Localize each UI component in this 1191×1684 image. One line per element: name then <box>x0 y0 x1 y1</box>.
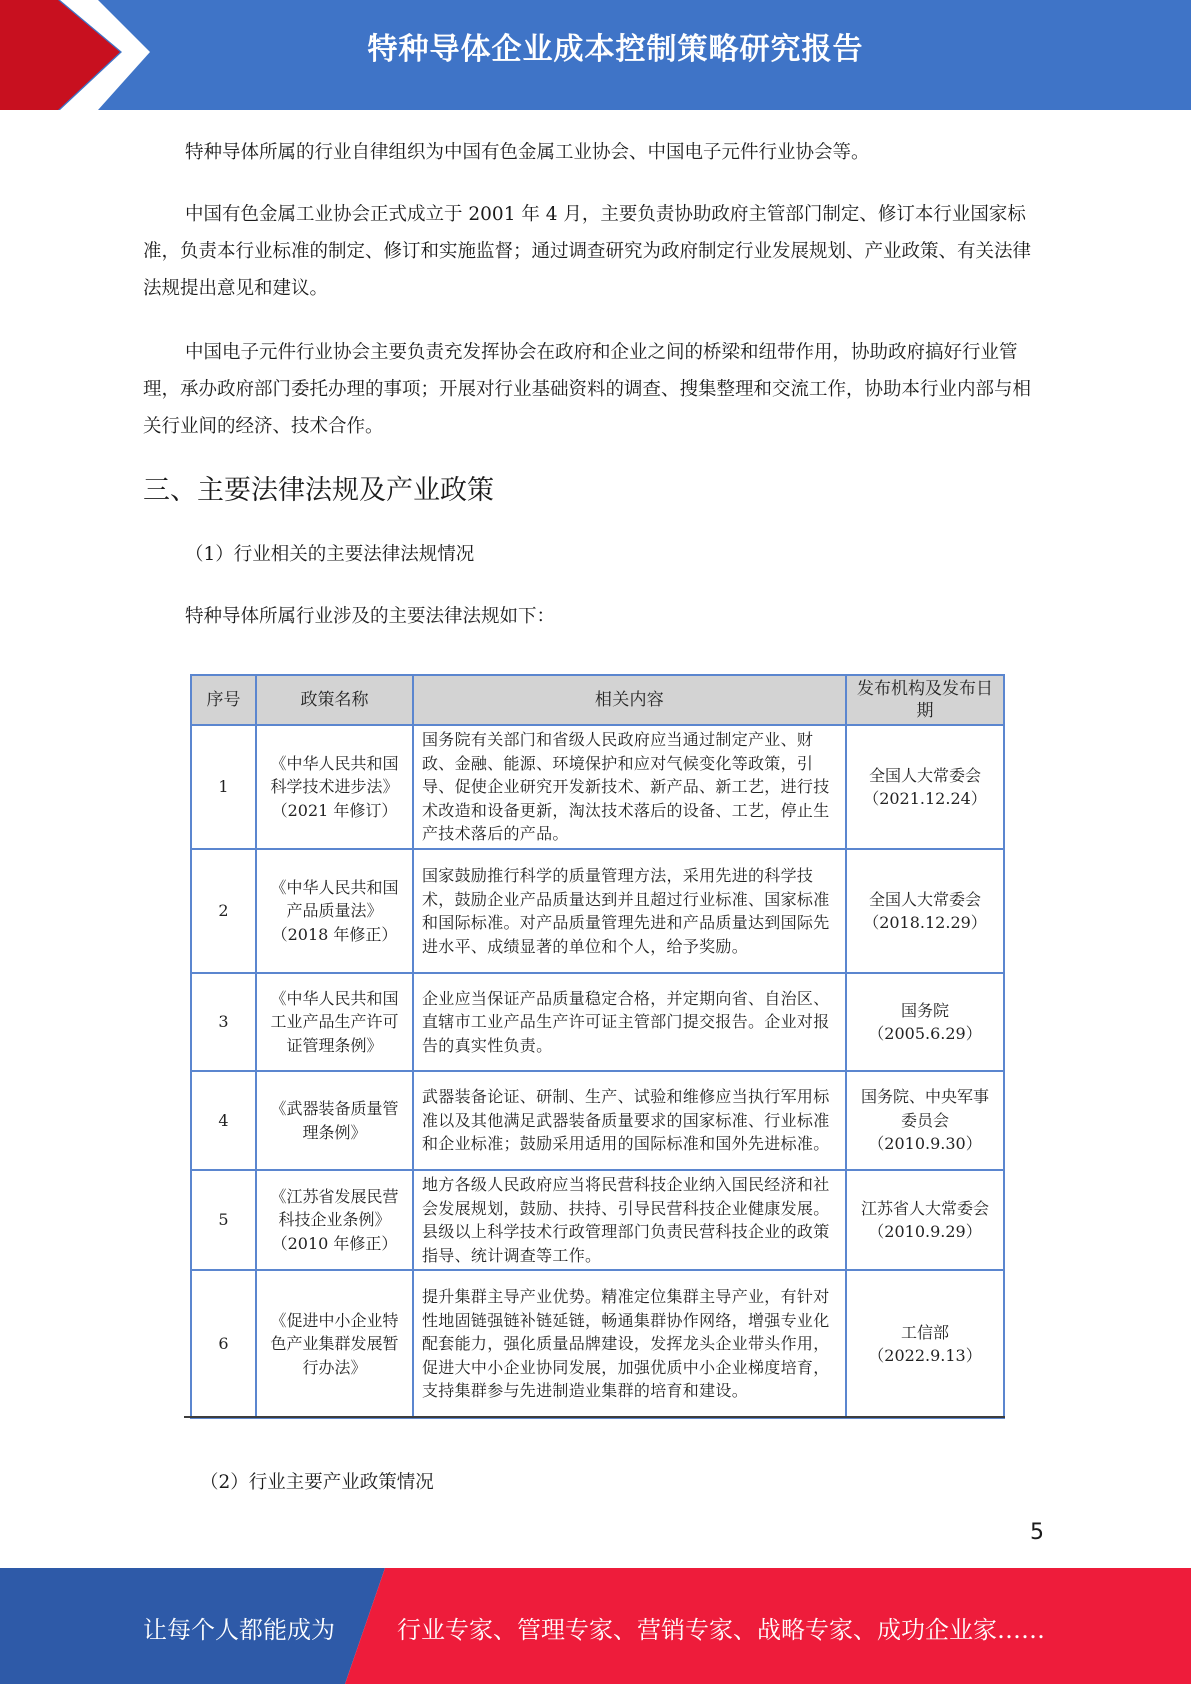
header-banner <box>0 0 1191 110</box>
policy-name: 《中华人民共和国工业产品生产许可证管理条例》 <box>256 973 413 1071</box>
paragraph-self-regulatory: 特种导体所属的行业自律组织为中国有色金属工业协会、中国电子元件行业协会等。 <box>185 142 870 163</box>
header-cell-content: 相关内容 <box>413 675 846 725</box>
header-cell-number: 序号 <box>191 675 256 725</box>
policy-name: 《武器装备质量管理条例》 <box>256 1071 413 1170</box>
policy-name: 《江苏省发展民营科技企业条例》（2010 年修正） <box>256 1170 413 1270</box>
row-number: 5 <box>191 1170 256 1270</box>
row-number: 4 <box>191 1071 256 1170</box>
issue-date: （2010.9.29） <box>868 1222 982 1241</box>
issuer-cell <box>846 1170 1004 1270</box>
row-number: 2 <box>191 849 256 973</box>
issuer-name: 国务院 <box>900 1000 949 1020</box>
issuer-name: 江苏省人大常委会 <box>860 1198 989 1218</box>
paragraph-electronic-association: 中国电子元件行业协会主要负责充发挥协会在政府和企业之间的桥梁和纽带作用，协助政府搞好行业管理，承办政府部门委托办理的事项；开展对行业基础资料的调查、搜集整理和交流工作，协助本行业内部与相关行业间的经济、技术合作。 <box>143 342 1032 437</box>
issuer-cell <box>846 849 1004 973</box>
policy-content: 武器装备论证、研制、生产、试验和维修应当执行军用标准以及其他满足武器装备质量要求的国家标准、行业标准和企业标准；鼓励采用适用的国际标准和国外先进标准。 <box>413 1071 846 1170</box>
policy-name: 《中华人民共和国科学技术进步法》（2021 年修订） <box>256 725 413 849</box>
table-bottom-rule <box>184 1416 1005 1418</box>
section-heading: 三、主要法律法规及产业政策 <box>143 475 494 506</box>
issuer-name: 全国人大常委会 <box>868 765 981 785</box>
footer-slogan-left: 让每个人都能成为 <box>143 1616 335 1644</box>
table-row <box>191 1071 1004 1170</box>
paragraph-nonferrous-association: 中国有色金属工业协会正式成立于 2001 年 4 月，主要负责协助政府主管部门制定、修订本行业国家标准，负责本行业标准的制定、修订和实施监督；通过调查研究为政府制定行业发展规划、产业政策、有关法律法规提出意见和建议。 <box>143 204 1032 299</box>
row-number: 1 <box>191 725 256 849</box>
policy-content: 提升集群主导产业优势。精准定位集群主导产业，有针对性地固链强链补链延链，畅通集群协作网络，增强专业化配套能力，强化质量品牌建设，发挥龙头企业带头作用，促进大中小企业协同发展，加强优质中小企业梯度培育，支持集群参与先进制造业集群的培育和建设。 <box>413 1270 846 1418</box>
issuer-cell <box>846 1071 1004 1170</box>
table-row <box>191 725 1004 849</box>
issuer-cell <box>846 973 1004 1071</box>
issue-date: （2021.12.24） <box>863 789 987 808</box>
issue-date: （2005.6.29） <box>868 1024 982 1043</box>
document-title: 特种导体企业成本控制策略研究报告 <box>367 32 864 67</box>
row-number: 3 <box>191 973 256 1071</box>
page-number: 5 <box>1030 1520 1044 1545</box>
header-cell-issuer-date: 发布机构及发布日期 <box>846 675 1004 725</box>
table-row <box>191 1170 1004 1270</box>
issue-date: （2018.12.29） <box>863 913 987 932</box>
policy-content: 国务院有关部门和省级人民政府应当通过制定产业、财政、金融、能源、环境保护和应对气候变化等政策，引导、促使企业研究开发新技术、新产品、新工艺，进行技术改造和设备更新，淘汰技术落后的设备、工艺，停止生产技术落后的产品。 <box>413 725 846 849</box>
footer-slogan-right: 行业专家、管理专家、营销专家、战略专家、成功企业家…… <box>397 1616 1045 1644</box>
table-row <box>191 849 1004 973</box>
row-number: 6 <box>191 1270 256 1418</box>
policy-content: 企业应当保证产品质量稳定合格，并定期向省、自治区、直辖市工业产品生产许可证主管部门提交报告。企业对报告的真实性负责。 <box>413 973 846 1071</box>
subheading-industry-policy: （2）行业主要产业政策情况 <box>200 1472 434 1493</box>
laws-table <box>190 674 1005 1419</box>
table-intro: 特种导体所属行业涉及的主要法律法规如下： <box>185 606 556 627</box>
policy-content: 地方各级人民政府应当将民营科技企业纳入国民经济和社会发展规划，鼓励、扶持、引导民营科技企业健康发展。县级以上科学技术行政管理部门负责民营科技企业的政策指导、统计调查等工作。 <box>413 1170 846 1270</box>
issue-date: （2010.9.30） <box>868 1134 982 1154</box>
issuer-name: 国务院、中央军事委员会 <box>860 1087 989 1130</box>
issuer-cell <box>846 725 1004 849</box>
table-header-row <box>191 675 1004 725</box>
issuer-name: 工信部 <box>900 1322 949 1342</box>
subheading-laws: （1）行业相关的主要法律法规情况 <box>185 544 475 565</box>
table-row <box>191 973 1004 1071</box>
table-row <box>191 1270 1004 1418</box>
issuer-name: 全国人大常委会 <box>868 889 981 909</box>
issuer-cell <box>846 1270 1004 1418</box>
policy-name: 《中华人民共和国产品质量法》（2018 年修正） <box>256 849 413 973</box>
issue-date: （2022.9.13） <box>868 1346 982 1365</box>
header-cell-policy-name: 政策名称 <box>256 675 413 725</box>
policy-name: 《促进中小企业特色产业集群发展暂行办法》 <box>256 1270 413 1418</box>
policy-content: 国家鼓励推行科学的质量管理方法，采用先进的科学技术，鼓励企业产品质量达到并且超过行业标准、国家标准和国际标准。对产品质量管理先进和产品质量达到国际先进水平、成绩显著的单位和个人，给予奖励。 <box>413 849 846 973</box>
